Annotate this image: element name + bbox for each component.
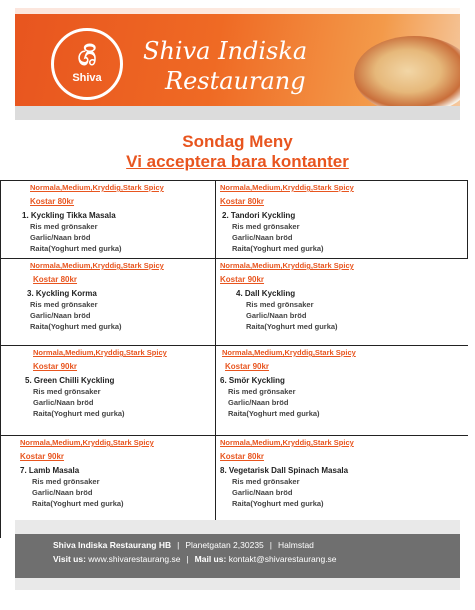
side-dish: Garlic/Naan bröd: [232, 488, 293, 497]
side-dish: Garlic/Naan bröd: [228, 398, 289, 407]
mail-label: Mail us:: [194, 554, 227, 564]
spice-levels: Normala,Medium,Kryddig,Stark Spicy: [222, 348, 356, 357]
side-dish: Ris med grönsaker: [246, 300, 314, 309]
dish-name: 1. Kyckling Tikka Masala: [22, 211, 116, 220]
side-dish: Raita(Yoghurt med gurka): [32, 499, 124, 508]
side-dish: Ris med grönsaker: [30, 222, 98, 231]
side-dish: Garlic/Naan bröd: [232, 233, 293, 242]
side-dish: Raita(Yoghurt med gurka): [232, 244, 324, 253]
company-name: Shiva Indiska Restaurang HB: [53, 540, 172, 550]
dish-name: 3. Kyckling Korma: [27, 289, 97, 298]
item-price: Kostar 80kr: [220, 452, 265, 461]
city: Halmstad: [278, 540, 314, 550]
dish-name: 6. Smör Kyckling: [220, 376, 285, 385]
menu-item: [27, 261, 164, 332]
menu-subtitle: Vi acceptera bara kontanter: [126, 152, 349, 171]
item-price: Kostar 80kr: [30, 197, 75, 206]
menu-item: [20, 438, 154, 509]
restaurant-name-line1: Shiva Indiska: [143, 37, 308, 65]
spice-levels: Normala,Medium,Kryddig,Stark Spicy: [30, 183, 164, 192]
banner-bottom-strip: [15, 106, 460, 120]
dish-name: 8. Vegetarisk Dall Spinach Masala: [220, 466, 349, 475]
spice-levels: Normala,Medium,Kryddig,Stark Spicy: [20, 438, 154, 447]
side-dish: Raita(Yoghurt med gurka): [30, 322, 122, 331]
menu-title: Sondag Meny: [182, 132, 293, 151]
dish-name: 5. Green Chilli Kyckling: [25, 376, 115, 385]
email-link[interactable]: kontakt@shivarestaurang.se: [228, 554, 337, 564]
dish-name: 7. Lamb Masala: [20, 466, 80, 475]
menu-item: [222, 348, 356, 419]
side-dish: Ris med grönsaker: [232, 222, 300, 231]
spice-levels: Normala,Medium,Kryddig,Stark Spicy: [30, 261, 164, 270]
side-dish: Ris med grönsaker: [32, 477, 100, 486]
dish-name: 4. Dall Kyckling: [236, 289, 296, 298]
side-dish: Raita(Yoghurt med gurka): [232, 499, 324, 508]
restaurant-name-line2: Restaurang: [165, 67, 306, 95]
shiva-logo: [51, 28, 123, 100]
grid-line: [0, 180, 1, 538]
item-price: Kostar 90kr: [225, 362, 270, 371]
menu-item: [25, 348, 167, 419]
item-price: Kostar 90kr: [20, 452, 65, 461]
side-dish: Raita(Yoghurt med gurka): [246, 322, 338, 331]
side-dish: Ris med grönsaker: [33, 387, 101, 396]
logo-glyph: ශි: [77, 42, 97, 72]
menu-item: [22, 183, 164, 254]
item-price: Kostar 90kr: [220, 275, 265, 284]
side-dish: Garlic/Naan bröd: [246, 311, 307, 320]
item-price: Kostar 80kr: [33, 275, 78, 284]
side-dish: Garlic/Naan bröd: [33, 398, 94, 407]
menu-grid: [0, 180, 468, 538]
footer: [15, 520, 460, 590]
side-dish: Garlic/Naan bröd: [30, 311, 91, 320]
footer-line-1: Shiva Indiska Restaurang HB | Planetgatan 2,30235 | Halmstad: [53, 540, 314, 550]
banner-top-strip: [15, 8, 460, 14]
spice-levels: Normala,Medium,Kryddig,Stark Spicy: [220, 438, 354, 447]
side-dish: Raita(Yoghurt med gurka): [33, 409, 125, 418]
footer-line-2: Visit us: www.shivarestaurang.se | Mail us: kontakt@shivarestaurang.se: [53, 554, 337, 564]
grid-line: [0, 435, 468, 436]
spice-levels: Normala,Medium,Kryddig,Stark Spicy: [33, 348, 167, 357]
side-dish: Ris med grönsaker: [232, 477, 300, 486]
menu-item: [220, 183, 354, 254]
spice-levels: Normala,Medium,Kryddig,Stark Spicy: [220, 261, 354, 270]
side-dish: Garlic/Naan bröd: [32, 488, 93, 497]
food-dish-image: [354, 36, 460, 114]
spice-levels: Normala,Medium,Kryddig,Stark Spicy: [220, 183, 354, 192]
side-dish: Garlic/Naan bröd: [30, 233, 91, 242]
website-link[interactable]: www.shivarestaurang.se: [88, 554, 181, 564]
side-dish: Raita(Yoghurt med gurka): [30, 244, 122, 253]
menu-item: [220, 261, 354, 332]
restaurant-name: [143, 36, 307, 96]
side-dish: Ris med grönsaker: [228, 387, 296, 396]
side-dish: Raita(Yoghurt med gurka): [228, 409, 320, 418]
item-price: Kostar 80kr: [220, 197, 265, 206]
visit-label: Visit us:: [53, 554, 86, 564]
menu-item: [220, 438, 354, 509]
side-dish: Ris med grönsaker: [30, 300, 98, 309]
logo-text: Shiva: [72, 72, 102, 84]
grid-line: [0, 180, 468, 181]
item-price: Kostar 90kr: [33, 362, 78, 371]
grid-line: [467, 180, 468, 258]
grid-line: [215, 180, 216, 538]
header-banner: [15, 8, 460, 120]
dish-name: 2. Tandori Kyckling: [222, 211, 296, 220]
grid-line: [0, 345, 468, 346]
grid-line: [0, 258, 468, 259]
address: Planetgatan 2,30235: [185, 540, 264, 550]
